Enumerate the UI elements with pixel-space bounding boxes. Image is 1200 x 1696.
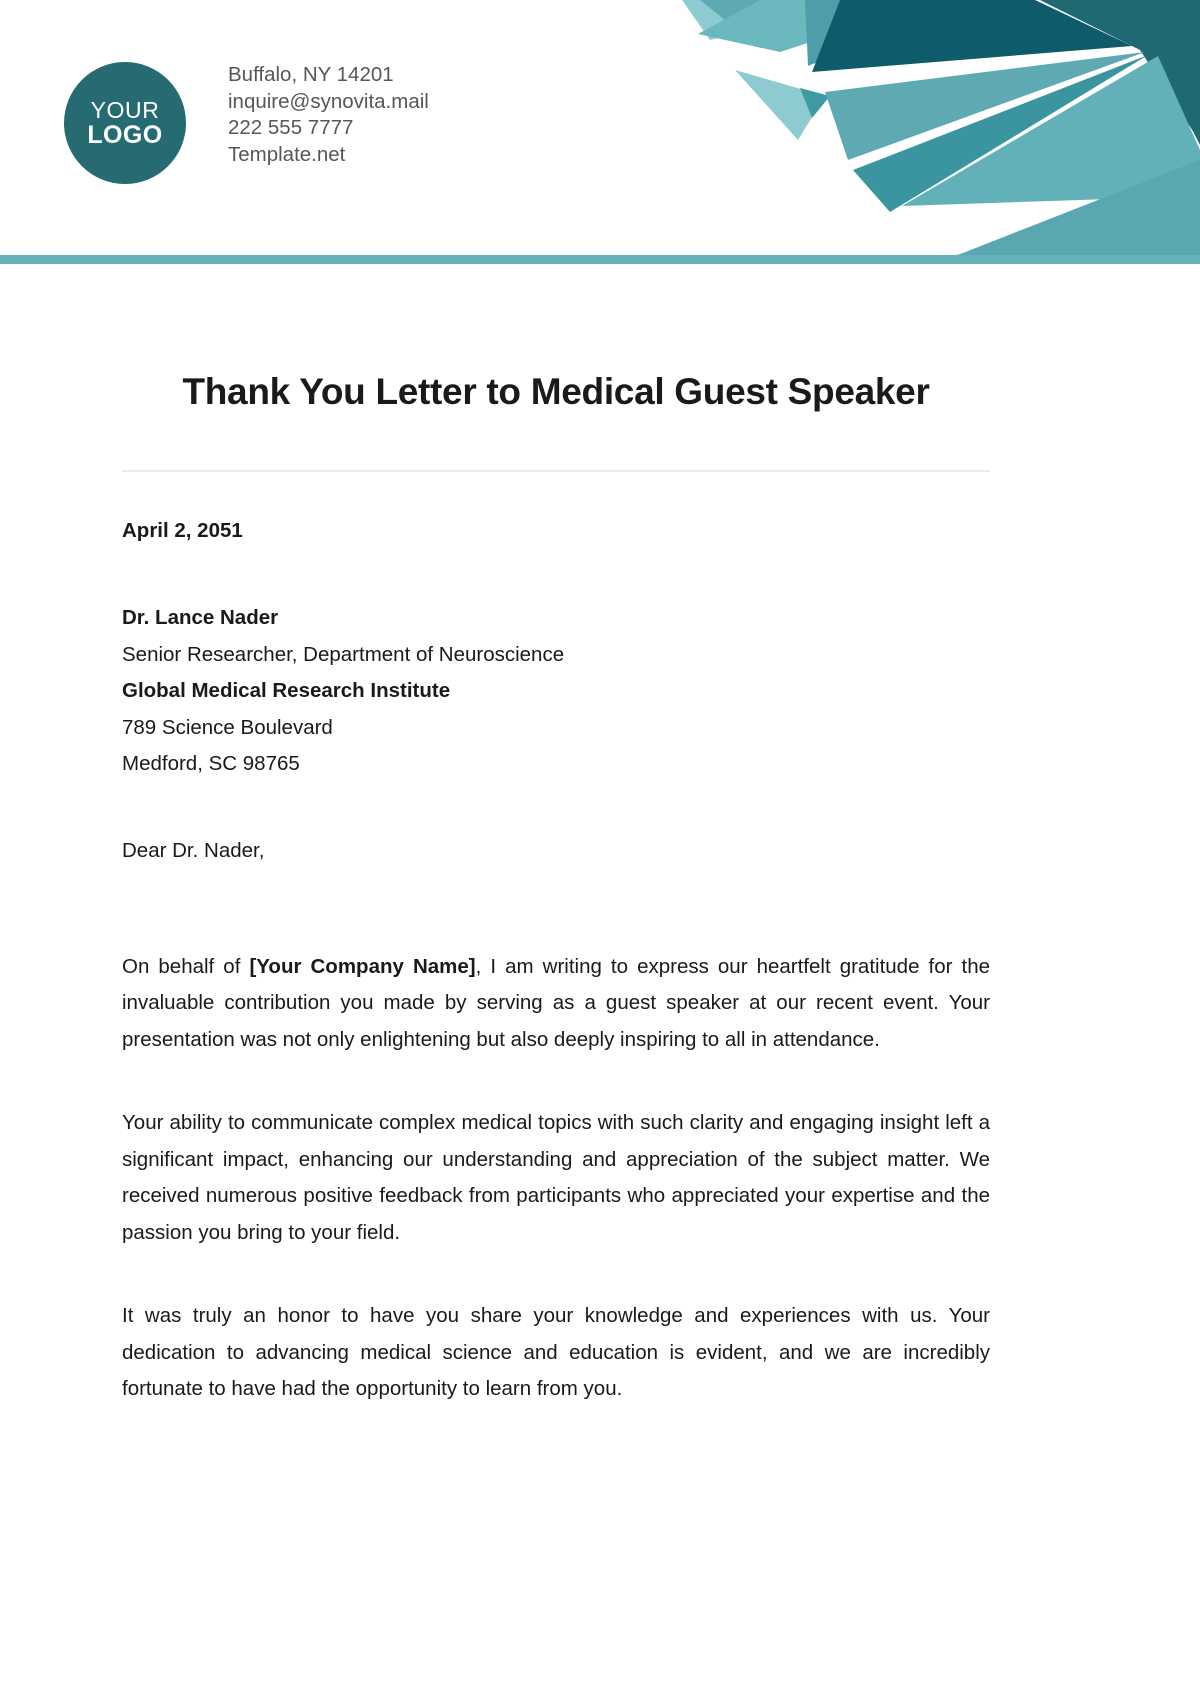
salutation: Dear Dr. Nader,	[122, 838, 265, 862]
contact-email: inquire@synovita.mail	[228, 89, 429, 113]
recipient-organization: Global Medical Research Institute	[122, 679, 451, 703]
geometric-decoration	[640, 0, 1200, 262]
contact-address: Buffalo, NY 14201	[228, 63, 394, 86]
letter-body	[122, 949, 990, 1408]
accent-bar	[0, 255, 1200, 264]
paragraph-suffix: , I am writing to express our heartfelt gratitude for the invaluable contribution you made by serving as a guest speaker at our recent event. Your presentation was not only enlightening but also deeply inspiring to all in attendance.	[122, 954, 990, 1051]
letter-content	[122, 370, 990, 1408]
recipient-name: Dr. Lance Nader	[122, 606, 279, 630]
logo-circle	[64, 62, 186, 184]
recipient-city-state-zip: Medford, SC 98765	[122, 752, 300, 776]
page-title: Thank You Letter to Medical Guest Speaker	[182, 371, 930, 412]
paragraph-prefix: On behalf of	[122, 954, 250, 978]
recipient-role: Senior Researcher, Department of Neuroscience	[122, 642, 565, 666]
title-divider	[122, 470, 990, 472]
paragraph-prefix: It was truly an honor to have you share your knowledge and experiences with us. Your dedication to advancing medical science and education is evident, and we are incredibly fortunate to have had the opportunity to learn from you.	[122, 1304, 990, 1401]
contact-website: Template.net	[228, 142, 346, 166]
body-paragraph	[122, 1298, 990, 1408]
letterhead-header	[0, 0, 1200, 265]
recipient-street: 789 Science Boulevard	[122, 715, 333, 739]
logo-text-bottom: LOGO	[87, 120, 163, 149]
logo	[64, 62, 186, 184]
body-paragraph	[122, 1105, 990, 1251]
body-paragraph	[122, 949, 990, 1059]
recipient-block	[122, 600, 990, 783]
paragraph-bold: [Your Company Name]	[249, 954, 476, 978]
letter-date: April 2, 2051	[122, 519, 243, 543]
logo-text-top: YOUR	[90, 96, 160, 123]
paragraph-prefix: Your ability to communicate complex medical topics with such clarity and engaging insight left a significant impact, enhancing our understanding and appreciation of the subject matter. We received numerous positive feedback from participants who appreciated your expertise and the passion you bring to your field.	[122, 1111, 990, 1244]
contact-block	[228, 62, 429, 168]
contact-phone: 222 555 7777	[228, 116, 354, 139]
